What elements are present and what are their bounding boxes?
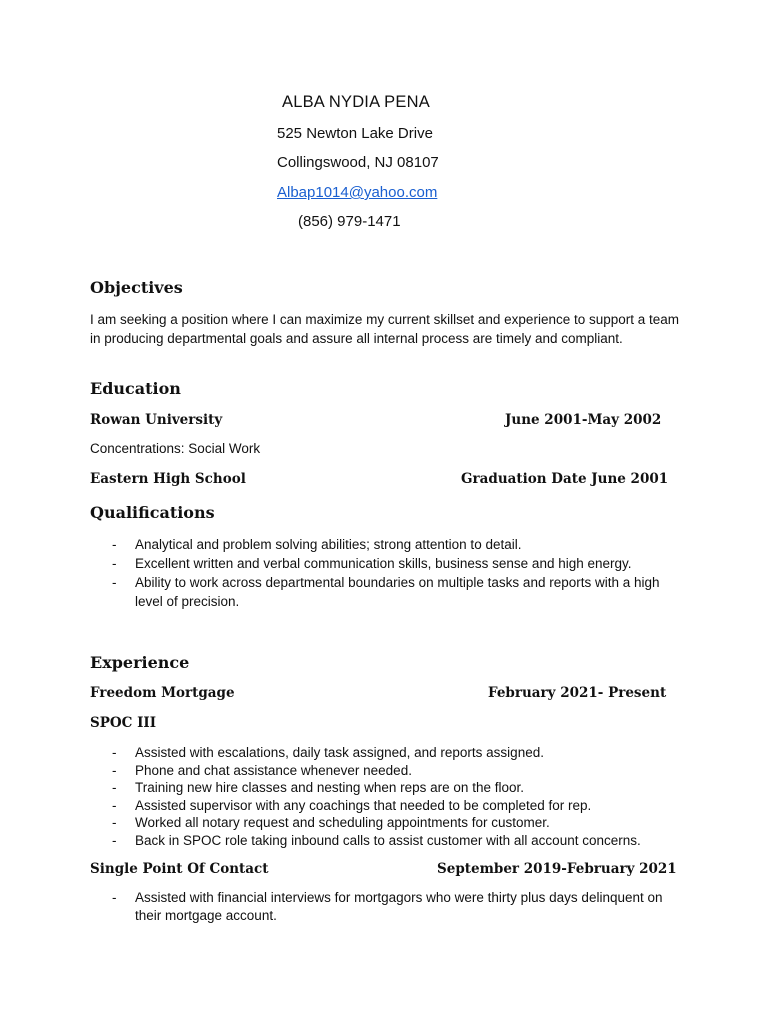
applicant-name: ALBA NYDIA PENA: [282, 93, 430, 111]
education-school-2: Eastern High School: [90, 471, 246, 487]
bullet-dash: -: [112, 575, 117, 590]
list-item: [90, 762, 690, 780]
bullet-dash: -: [112, 890, 117, 905]
experience-heading: Experience: [90, 653, 190, 672]
email-link[interactable]: Albap1014@yahoo.com: [277, 184, 438, 201]
list-item: [90, 573, 690, 611]
list-item: [90, 889, 690, 924]
job-company-2: Single Point Of Contact: [90, 861, 269, 877]
qualifications-heading: Qualifications: [90, 503, 215, 522]
list-item: [90, 814, 690, 832]
list-item: [90, 832, 690, 850]
qualification-text: Excellent written and verbal communication skills, business sense and high energy.: [135, 556, 632, 571]
city-state-zip: Collingswood, NJ 08107: [277, 154, 439, 171]
education-detail-1: Concentrations: Social Work: [90, 441, 261, 456]
phone-number: (856) 979-1471: [298, 213, 401, 230]
duty-text: Back in SPOC role taking inbound calls to assist customer with all account concerns.: [135, 832, 641, 848]
job-dates-2: September 2019-February 2021: [437, 861, 677, 877]
bullet-dash: -: [112, 815, 117, 830]
bullet-dash: -: [112, 762, 117, 778]
duty-text: Phone and chat assistance whenever needed.: [135, 762, 412, 778]
street-address: 525 Newton Lake Drive: [277, 125, 433, 142]
list-item: [90, 535, 690, 554]
list-item: [90, 779, 690, 797]
job-dates-1: February 2021- Present: [488, 685, 667, 701]
education-heading: Education: [90, 379, 181, 398]
job-1-duties: [90, 744, 690, 849]
bullet-dash: -: [112, 780, 117, 795]
duty-text: Training new hire classes and nesting when reps are on the floor.: [135, 780, 524, 795]
list-item: [90, 797, 690, 815]
bullet-dash: -: [112, 537, 117, 552]
duty-text: Assisted supervisor with any coachings that needed to be completed for rep.: [135, 797, 592, 813]
job-2-duties: [90, 889, 690, 924]
objectives-heading: Objectives: [90, 278, 183, 297]
list-item: [90, 744, 690, 762]
education-dates-1: June 2001-May 2002: [505, 412, 662, 428]
duty-text: Worked all notary request and scheduling appointments for customer.: [135, 815, 550, 830]
qualification-text: Ability to work across departmental boundaries on multiple tasks and reports with a high level of precision.: [135, 575, 660, 609]
bullet-dash: -: [112, 745, 117, 760]
duty-text: Assisted with financial interviews for mortgagors who were thirty plus days delinquent on their mortgage account.: [135, 890, 663, 923]
bullet-dash: -: [112, 797, 117, 813]
objectives-text: I am seeking a position where I can maximize my current skillset and experience to support a team in producing departmental goals and assure all internal process are timely and compliant.: [90, 312, 680, 346]
duty-text: Assisted with escalations, daily task assigned, and reports assigned.: [135, 745, 544, 760]
education-school-1: Rowan University: [90, 412, 223, 428]
qualifications-list: [90, 535, 690, 611]
job-title-1: SPOC III: [90, 715, 157, 731]
list-item: [90, 554, 690, 573]
education-dates-2: Graduation Date June 2001: [461, 471, 669, 487]
qualification-text: Analytical and problem solving abilities; strong attention to detail.: [135, 537, 522, 552]
job-company-1: Freedom Mortgage: [90, 685, 235, 701]
bullet-dash: -: [112, 832, 117, 848]
bullet-dash: -: [112, 556, 117, 571]
